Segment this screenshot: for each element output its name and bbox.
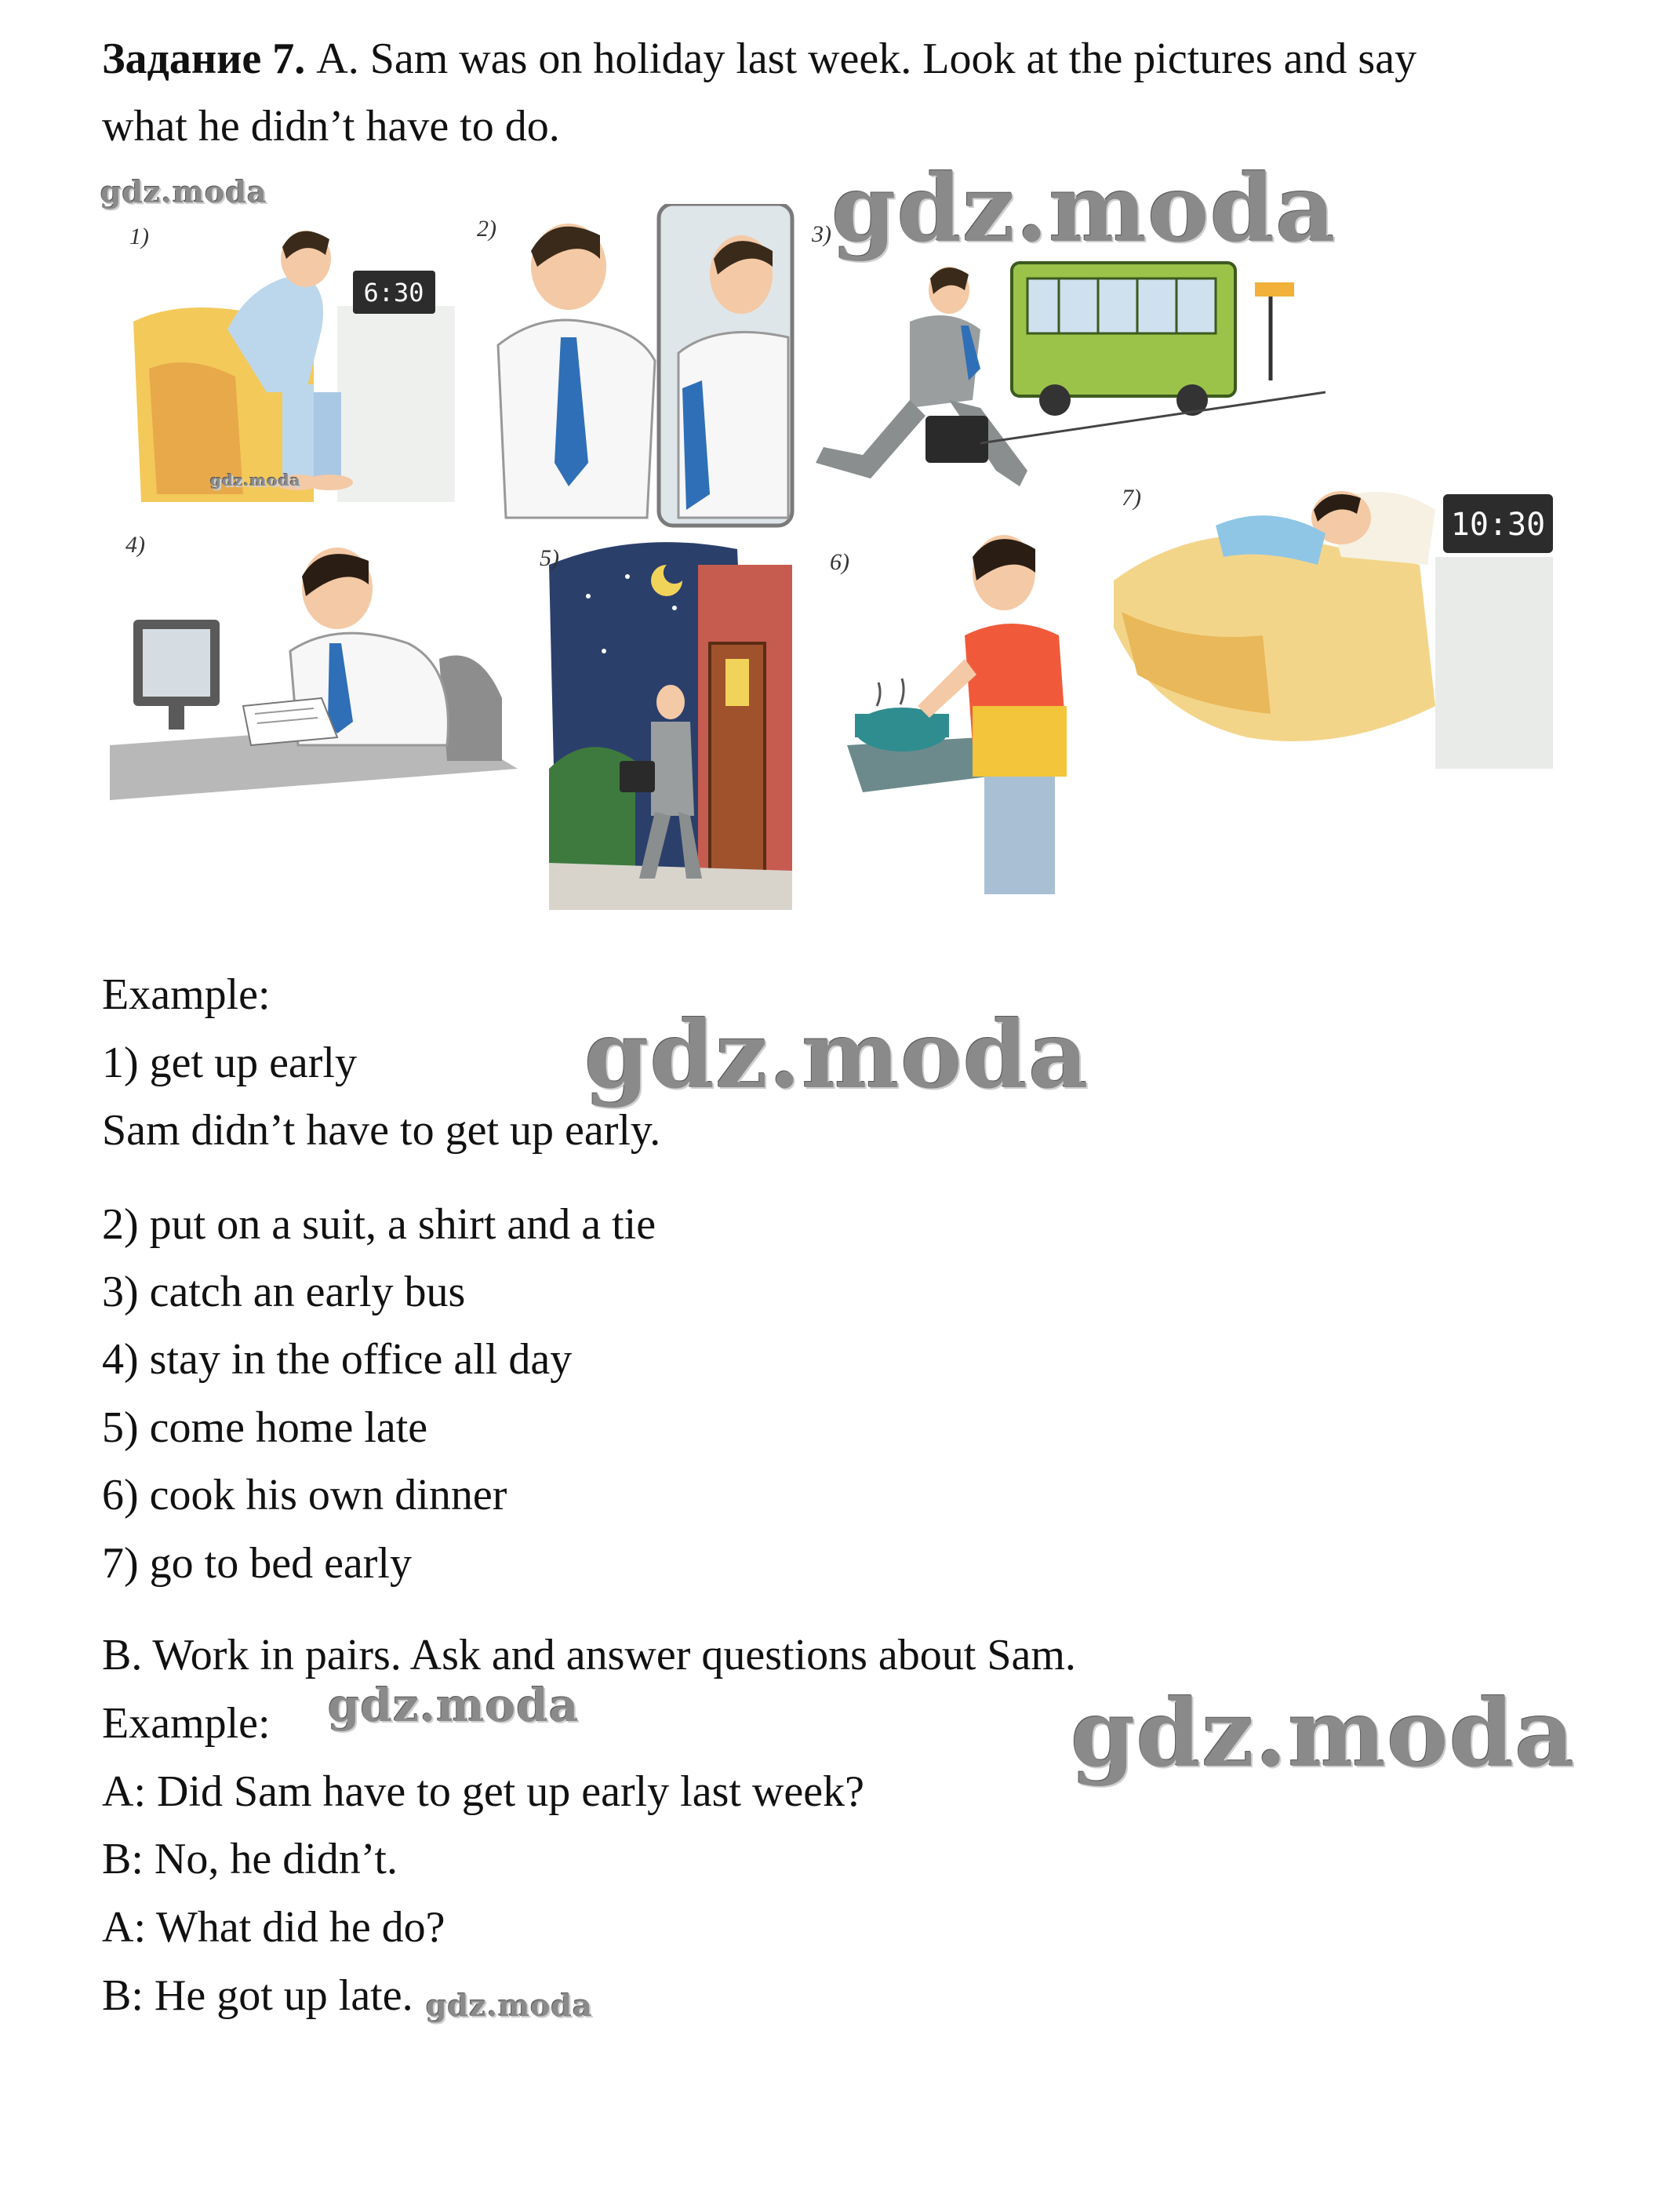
- watermark: gdz.moda: [210, 471, 301, 489]
- picture-7-number: 7): [1122, 485, 1141, 511]
- picture-2-putting-on-tie: [482, 204, 796, 533]
- watermark: gdz.moda: [426, 1988, 593, 2023]
- task-instruction: A. Sam was on holiday last week. Look at the pictures and say: [305, 35, 1417, 83]
- example-a-heading: Example:: [102, 970, 271, 1019]
- dialogue-line: B: He got up late.: [102, 1971, 413, 2020]
- dialogue-line: A: Did Sam have to get up early last week?: [102, 1767, 864, 1816]
- part-b-intro: B. Work in pairs. Ask and answer questions about Sam.: [102, 1631, 1076, 1679]
- picture-4-office-work: [110, 541, 518, 800]
- dialogue-line: B: No, he didn’t.: [102, 1835, 398, 1883]
- task-item-6: 6) cook his own dinner: [102, 1471, 507, 1519]
- picture-6-number: 6): [830, 549, 849, 575]
- task-item-4: 4) stay in the office all day: [102, 1335, 573, 1384]
- picture-1-waking-up: [133, 212, 455, 502]
- task-item-3: 3) catch an early bus: [102, 1268, 466, 1316]
- task-instruction-line2: what he didn’t have to do.: [102, 102, 560, 151]
- picture-5-coming-home-late: [541, 533, 800, 910]
- watermark: gdz.moda: [1071, 1679, 1576, 1788]
- watermark: gdz.moda: [831, 154, 1336, 263]
- picture-4-number: 4): [125, 532, 145, 558]
- part-b-heading: Example:: [102, 1699, 271, 1748]
- task-label: Задание 7.: [102, 35, 306, 83]
- watermark: gdz.moda: [584, 1000, 1089, 1109]
- dialogue-line: A: What did he do?: [102, 1903, 445, 1952]
- example-a-item: 1) get up early: [102, 1039, 357, 1087]
- watermark: gdz.moda: [100, 174, 267, 209]
- task-title: [102, 33, 1416, 86]
- task-item-2: 2) put on a suit, a shirt and a tie: [102, 1200, 656, 1249]
- clock-7-time: 10:30: [1450, 507, 1546, 543]
- picture-6-cooking-dinner: [831, 526, 1114, 894]
- picture-1-number: 1): [129, 224, 149, 249]
- task-item-7: 7) go to bed early: [102, 1539, 412, 1588]
- picture-5-number: 5): [540, 545, 559, 571]
- picture-7-sleeping-late: [1106, 455, 1561, 769]
- example-a-answer: Sam didn’t have to get up early.: [102, 1106, 661, 1155]
- picture-2-number: 2): [477, 216, 496, 242]
- task-item-5: 5) come home late: [102, 1403, 428, 1452]
- clock-1-time: 6:30: [363, 278, 424, 307]
- picture-3-number: 3): [812, 221, 831, 247]
- watermark: gdz.moda: [328, 1679, 580, 1732]
